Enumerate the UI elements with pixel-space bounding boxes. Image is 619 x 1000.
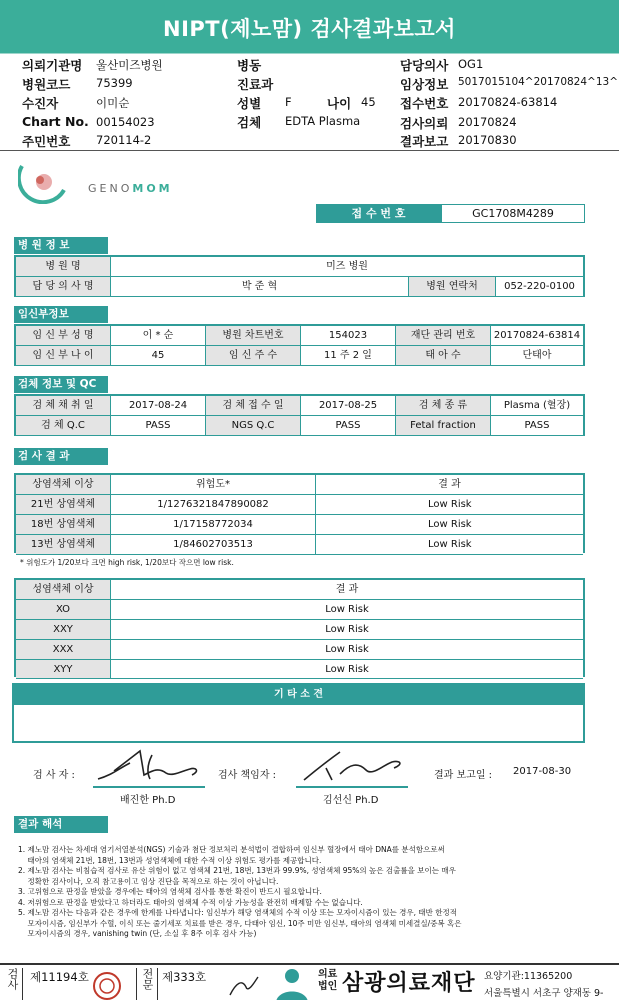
footer-license-1: 제11194호	[30, 970, 89, 984]
interp-line: 5. 제노맘 검사는 다음과 같은 경우에 한계를 나타냅니다: 임신부가 해당 염색체의 수적 이상 또는 모자이시즘이 있는 경우, 태반 한정적	[18, 908, 457, 917]
specimen-label: 검체	[237, 115, 262, 130]
report-title: NIPT(제노맘) 검사결과보고서	[163, 17, 456, 41]
cell: Low Risk	[325, 604, 369, 615]
cell: 임 신 부 나 이	[16, 346, 111, 365]
cell: 검 체 채 취 일	[16, 396, 111, 415]
chart-no-label: Chart No.	[22, 114, 89, 129]
hospital-name-th: 병 원 명	[16, 257, 111, 276]
cell: 20170824-63814	[493, 330, 581, 341]
age-label: 나이	[327, 96, 352, 111]
section-interpretation: 결과 해석	[14, 816, 108, 833]
header-divider	[0, 150, 619, 151]
th-autosome: 상염색체 이상	[16, 475, 111, 494]
receipt-value: GC1708M4289	[441, 204, 585, 223]
ward-label: 병동	[237, 58, 262, 73]
table-header-row	[16, 475, 583, 495]
cell: 이 * 순	[111, 326, 206, 345]
cell: Low Risk	[428, 519, 472, 530]
org-prefix	[318, 969, 337, 993]
cell: XYY	[16, 660, 111, 678]
other-findings-box	[12, 683, 585, 743]
table-row	[16, 660, 583, 679]
sex-chrom-table	[14, 578, 585, 677]
interpretation-text	[18, 845, 616, 940]
cell: PASS	[524, 420, 550, 431]
cell: 2017-08-25	[301, 396, 396, 415]
cell: XXY	[16, 620, 111, 639]
title-underline	[0, 53, 619, 56]
cell: 1/84602703513	[111, 535, 316, 554]
footer-side-label-2: 전문	[136, 968, 158, 1000]
contact-td: 052-220-0100	[504, 281, 575, 292]
chief-name: 김선신 Ph.D	[323, 795, 379, 806]
cell: Low Risk	[428, 539, 472, 550]
contact-th: 병원 연락처	[409, 277, 496, 296]
interp-line: 2. 제노맘 검사는 비침습적 검사로 유산 위험이 없고 염색체 21번, 18번, 13번과 99.9%, 성염색체 95%의 높은 검출률을 보이는 매우	[18, 866, 456, 875]
cell: NGS Q.C	[206, 416, 301, 435]
table-row	[16, 515, 583, 535]
request-date-value: 20170824	[458, 115, 517, 129]
cell: PASS	[301, 416, 396, 435]
specimen-value: EDTA Plasma	[285, 114, 361, 128]
interp-line: 3. 고위험으로 판정을 받았을 경우에는 태아의 염색체 검사를 통한 확진이 반드시 필요합니다.	[18, 887, 322, 896]
cell: XXX	[16, 640, 111, 659]
table-row	[16, 396, 583, 416]
cell: 검 체 종 류	[396, 396, 491, 415]
patient-info-table	[14, 324, 585, 366]
sex-value: F	[285, 95, 292, 109]
hospital-code-label: 병원코드	[22, 77, 71, 92]
resident-no-label: 주민번호	[22, 134, 71, 149]
footer-license-2: 제333호	[162, 970, 207, 984]
cell: 단태아	[522, 350, 552, 361]
section-results: 검 사 결 과	[14, 448, 108, 465]
interp-line: 태아의 염색체 21번, 18번, 13번과 성염색체에 대한 수적 이상 위험도 평가를 제공합니다.	[18, 855, 322, 865]
tester-signature	[92, 745, 204, 787]
specimen-info-table	[14, 394, 585, 436]
results-table	[14, 473, 585, 553]
footer-side-label-1: 검사	[4, 968, 23, 1000]
cell: 검 체 Q.C	[16, 416, 111, 435]
resident-no-value: 720114-2	[96, 133, 152, 147]
request-date-label: 검사의뢰	[400, 116, 449, 131]
table-row	[16, 277, 583, 297]
cell: Low Risk	[325, 664, 369, 675]
cell: 병원 차트번호	[206, 326, 301, 345]
clinical-info-value: 5017015104^20170824^13^	[458, 76, 619, 88]
cell: 11 주 2 일	[301, 346, 396, 365]
report-title-band	[0, 0, 619, 53]
interp-line: 1. 제노맘 검사는 차세대 염기서열분석(NGS) 기술과 첨단 정보처리 분석법이 결합하여 임신부 혈장에서 태아 DNA를 분석함으로써	[18, 845, 445, 854]
hospital-info-table	[14, 255, 585, 297]
th-sex-chrom: 성염색체 이상	[16, 580, 111, 599]
th-sex-result: 결 과	[111, 580, 583, 599]
cell: 재단 관리 번호	[396, 326, 491, 345]
cell: 154023	[301, 326, 396, 345]
section-specimen-info: 검체 정보 및 QC	[14, 376, 108, 393]
tester-name: 배진한 Ph.D	[120, 795, 176, 806]
org-prefix-1: 의료	[318, 969, 338, 980]
cell: Fetal fraction	[396, 416, 491, 435]
doctor-value: OG1	[458, 57, 484, 71]
org-address: 서울특별시 서초구 양재동 9-	[484, 988, 604, 999]
cell: 1/17158772034	[111, 515, 316, 534]
interp-line: 정확한 검사이나, 오직 참고용이고 임상 진단을 목적으로 하는 것이 아닙니다.	[18, 876, 279, 886]
patient-label: 수진자	[22, 96, 59, 111]
interp-line: 모자이시즘의 경우, vanishing twin (단, 소실 후 8주 이후 검사 가능)	[18, 929, 257, 938]
seal-stamp-icon	[92, 971, 122, 1000]
logo-brand-b: MOM	[132, 182, 173, 195]
table-row	[16, 416, 583, 436]
section-patient-info: 임신부정보	[14, 306, 108, 323]
th-result: 결 과	[316, 475, 583, 494]
chart-no-value: 00154023	[96, 115, 155, 129]
cell: 13번 상염색체	[16, 535, 111, 554]
chief-sign-line	[296, 786, 408, 788]
doctor-td: 박 준 혁	[111, 277, 409, 296]
th-risk: 위험도*	[111, 475, 316, 494]
table-row	[16, 495, 583, 515]
cell: 임 신 부 성 명	[16, 326, 111, 345]
cell: 21번 상염색체	[16, 495, 111, 514]
receipt-label: 접 수 번 호	[316, 204, 441, 223]
cell: Low Risk	[428, 499, 472, 510]
hospital-code-value: 75399	[96, 76, 133, 90]
accession-label: 접수번호	[400, 96, 449, 111]
section-hospital-info: 병 원 정 보	[14, 237, 108, 254]
sex-label: 성별	[237, 96, 262, 111]
doctor-label: 담당의사	[400, 58, 449, 73]
chief-label: 검사 책임자 :	[218, 770, 277, 781]
report-date-sign-value: 2017-08-30	[513, 766, 572, 777]
cell: Plasma (혈장)	[503, 400, 571, 411]
hospital-name-td: 미즈 병원	[326, 261, 368, 272]
interp-line: 모자이시즘, 임신부가 수혈, 이식 또는 줄기세포 치료를 받은 경우, 다태아 임신, 10주 미만 임신부, 태아의 염색체 미세결실/중복 혹은	[18, 918, 462, 928]
report-date-value: 20170830	[458, 133, 517, 147]
report-date-sign-label: 결과 보고일 :	[434, 770, 493, 781]
footer-signature	[226, 973, 262, 1000]
cell: 2017-08-24	[111, 396, 206, 415]
cell: 검 체 접 수 일	[206, 396, 301, 415]
table-row	[16, 640, 583, 660]
tester-sign-line	[93, 786, 205, 788]
risk-footnote: * 위험도가 1/20보다 크면 high risk, 1/20보다 작으면 low risk.	[20, 558, 234, 567]
cell: Low Risk	[325, 624, 369, 635]
patient-value: 이미순	[96, 96, 130, 110]
table-row	[16, 535, 583, 555]
footer	[0, 963, 619, 1000]
cell: 18번 상염색체	[16, 515, 111, 534]
clinical-info-label: 임상정보	[400, 77, 449, 92]
chief-signature	[296, 744, 408, 786]
genomom-logo-icon	[18, 160, 70, 204]
foundation-logo-icon	[270, 966, 314, 1000]
org-name: 삼광의료재단	[342, 971, 476, 996]
department-label: 진료과	[237, 77, 274, 92]
table-row	[16, 600, 583, 620]
hospital-name-value: 울산미즈병원	[96, 58, 163, 72]
table-row	[16, 346, 583, 366]
tester-label: 검 사 자 :	[33, 770, 75, 781]
cell: Low Risk	[325, 644, 369, 655]
cell: 태 아 수	[396, 346, 491, 365]
cell: 임 신 주 수	[206, 346, 301, 365]
hospital-name-label: 의뢰기관명	[22, 58, 83, 73]
interp-line: 4. 저위험으로 판정을 받았다고 하더라도 태아의 염색체 수적 이상 가능성을 완전히 배제할 수는 없습니다.	[18, 897, 363, 907]
table-row	[16, 326, 583, 346]
table-row	[16, 257, 583, 277]
other-findings-header: 기 타 소 견	[14, 685, 583, 705]
cell: 1/1276321847890082	[111, 495, 316, 514]
cell: 45	[111, 346, 206, 365]
doctor-th: 담 당 의 사 명	[16, 277, 111, 296]
cell: XO	[16, 600, 111, 619]
table-row	[16, 620, 583, 640]
accession-value: 20170824-63814	[458, 95, 558, 109]
age-value: 45	[361, 95, 376, 109]
org-prefix-2: 법인	[318, 981, 338, 992]
report-date-label: 결과보고	[400, 134, 449, 149]
cell: PASS	[111, 416, 206, 435]
logo-brand-text	[88, 182, 173, 195]
logo-brand-a: GENO	[88, 182, 133, 195]
table-header-row	[16, 580, 583, 600]
org-code: 요양기관:11365200	[484, 971, 573, 982]
